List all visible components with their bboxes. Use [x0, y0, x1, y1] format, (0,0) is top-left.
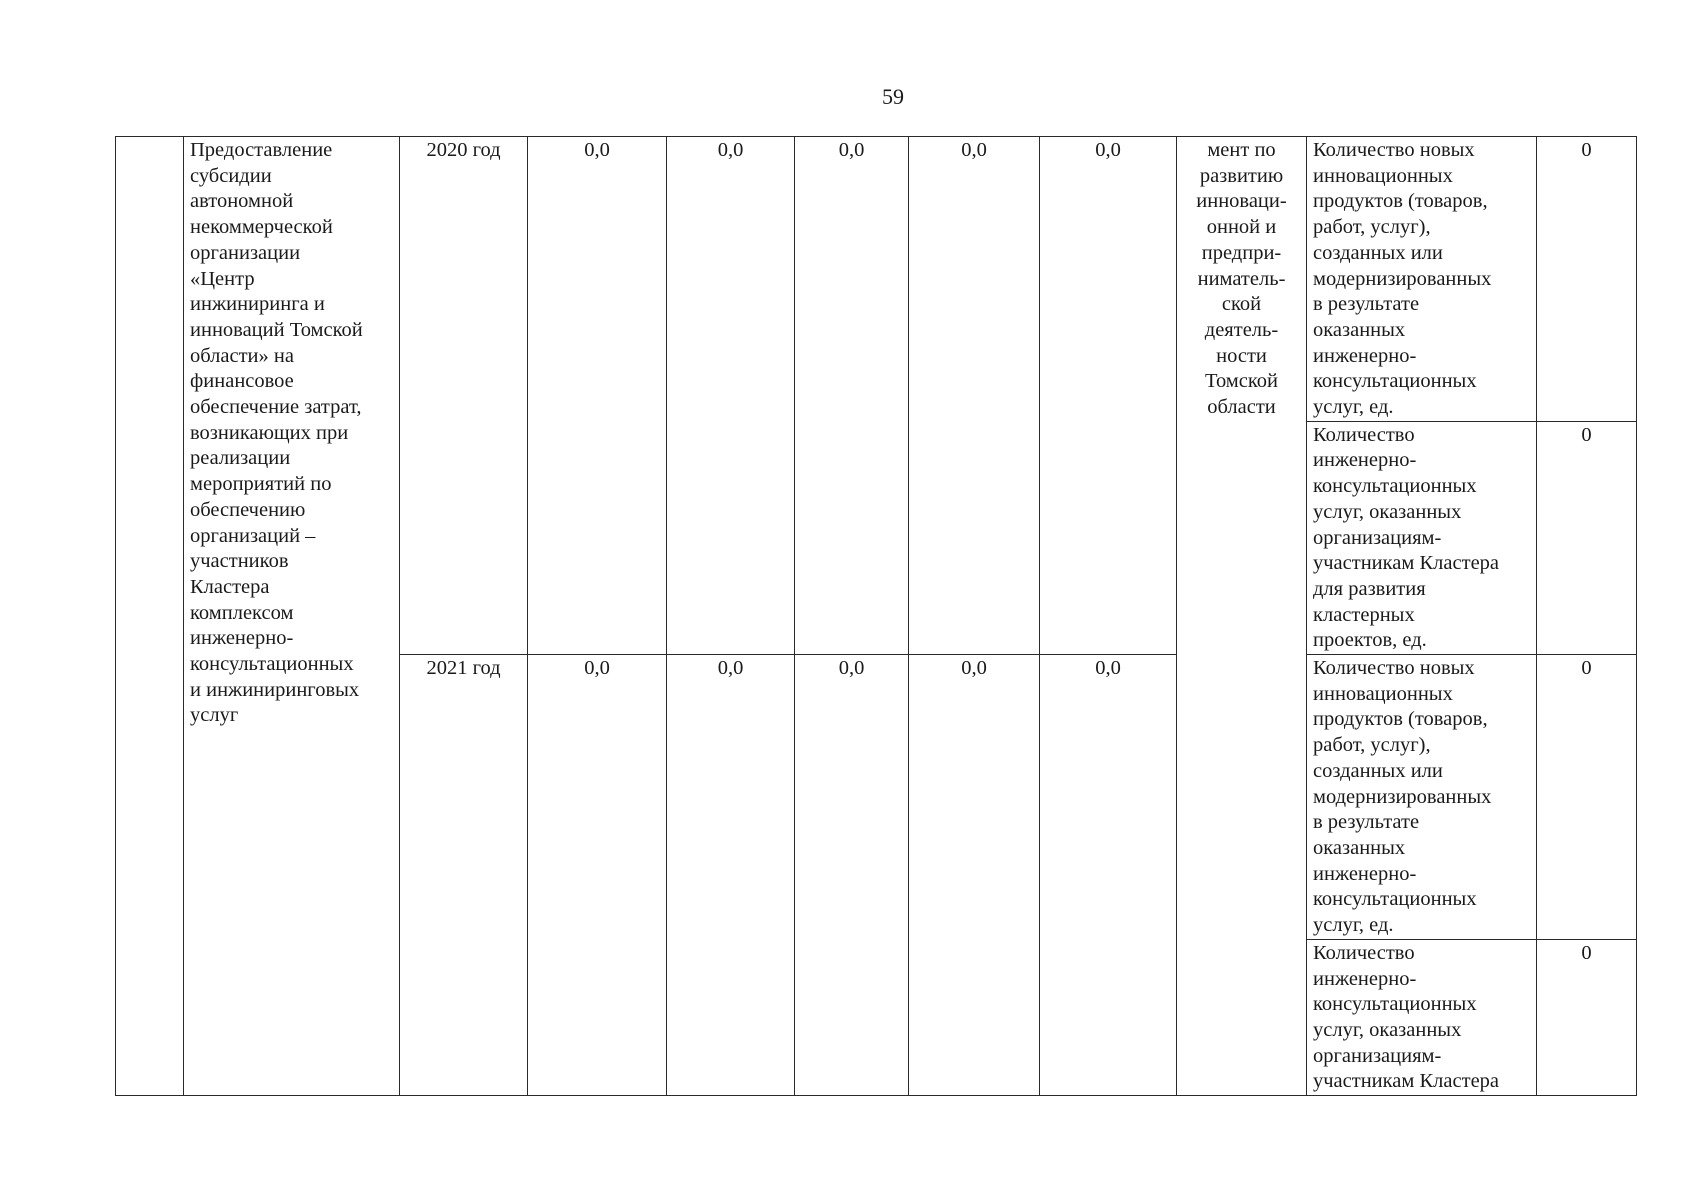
- indicator-value-cell: [1537, 655, 1637, 940]
- indicator-name: Количество новых инновационных продуктов (товаров, работ, услуг), созданных или модернизированных в результате оказанных инженерно- консультационных услуг, ед.: [1313, 657, 1492, 937]
- funding-total-cell: [528, 137, 667, 655]
- funding-regional-cell: [795, 655, 909, 1096]
- table-row: [116, 137, 1637, 422]
- indicator-value: 0: [1581, 423, 1592, 446]
- year-cell: [400, 655, 528, 1096]
- indicator-name-cell: [1307, 939, 1537, 1095]
- funding-local-value: 0,0: [961, 139, 987, 161]
- funding-regional-value: 0,0: [838, 657, 865, 680]
- indicator-value-cell: [1537, 421, 1637, 654]
- program-activities-table: [115, 136, 1637, 1096]
- funding-other-value: 0,0: [1095, 657, 1121, 680]
- activity-description: Предоставление субсидии автономной некоммерческой организации «Центр инжиниринга и инноваций Томской области» на финансовое обеспечение затрат, возникающих при реализации мероприятий по обеспечению организаций – участников Кластера комплексом инженерно- консультационных и инжиниринговых услуг: [190, 139, 363, 727]
- indicator-value: 0: [1581, 139, 1592, 161]
- funding-other-cell: [1040, 137, 1177, 655]
- executor-cell: [1177, 137, 1307, 1096]
- funding-federal-value: 0,0: [717, 657, 744, 680]
- executor-text: мент по развитию инноваци- онной и предпри- ниматель- ской деятель- ности Томской области: [1196, 139, 1287, 419]
- funding-local-cell: [909, 137, 1040, 655]
- funding-local-value: 0,0: [961, 657, 987, 680]
- row-number-cell: [116, 137, 184, 1096]
- indicator-name: Количество инженерно- консультационных услуг, оказанных организациям- участникам Кластера для развития кластерных проектов, ед.: [1313, 423, 1500, 652]
- funding-total-cell: [528, 655, 667, 1096]
- funding-federal-cell: [667, 137, 795, 655]
- funding-regional-cell: [795, 137, 909, 655]
- page-number: 59: [882, 84, 904, 109]
- funding-federal-cell: [667, 655, 795, 1096]
- indicator-value-cell: [1537, 137, 1637, 422]
- funding-other-value: 0,0: [1095, 139, 1121, 161]
- year-label: 2021 год: [426, 657, 501, 680]
- funding-local-cell: [909, 655, 1040, 1096]
- indicator-name: Количество новых инновационных продуктов (товаров, работ, услуг), созданных или модернизированных в результате оказанных инженерно- консультационных услуг, ед.: [1313, 139, 1492, 419]
- indicator-name: Количество инженерно- консультационных услуг, оказанных организациям- участникам Кластера: [1313, 941, 1500, 1093]
- year-label: 2020 год: [426, 139, 501, 161]
- funding-federal-value: 0,0: [717, 139, 744, 161]
- indicator-value-cell: [1537, 939, 1637, 1095]
- indicator-value: 0: [1581, 657, 1592, 680]
- funding-total-value: 0,0: [584, 657, 610, 680]
- indicator-name-cell: [1307, 655, 1537, 940]
- funding-other-cell: [1040, 655, 1177, 1096]
- funding-total-value: 0,0: [584, 139, 610, 161]
- funding-regional-value: 0,0: [838, 139, 865, 161]
- activity-description-cell: [184, 137, 400, 1096]
- indicator-name-cell: [1307, 137, 1537, 422]
- indicator-name-cell: [1307, 421, 1537, 654]
- year-cell: [400, 137, 528, 655]
- indicator-value: 0: [1581, 941, 1592, 964]
